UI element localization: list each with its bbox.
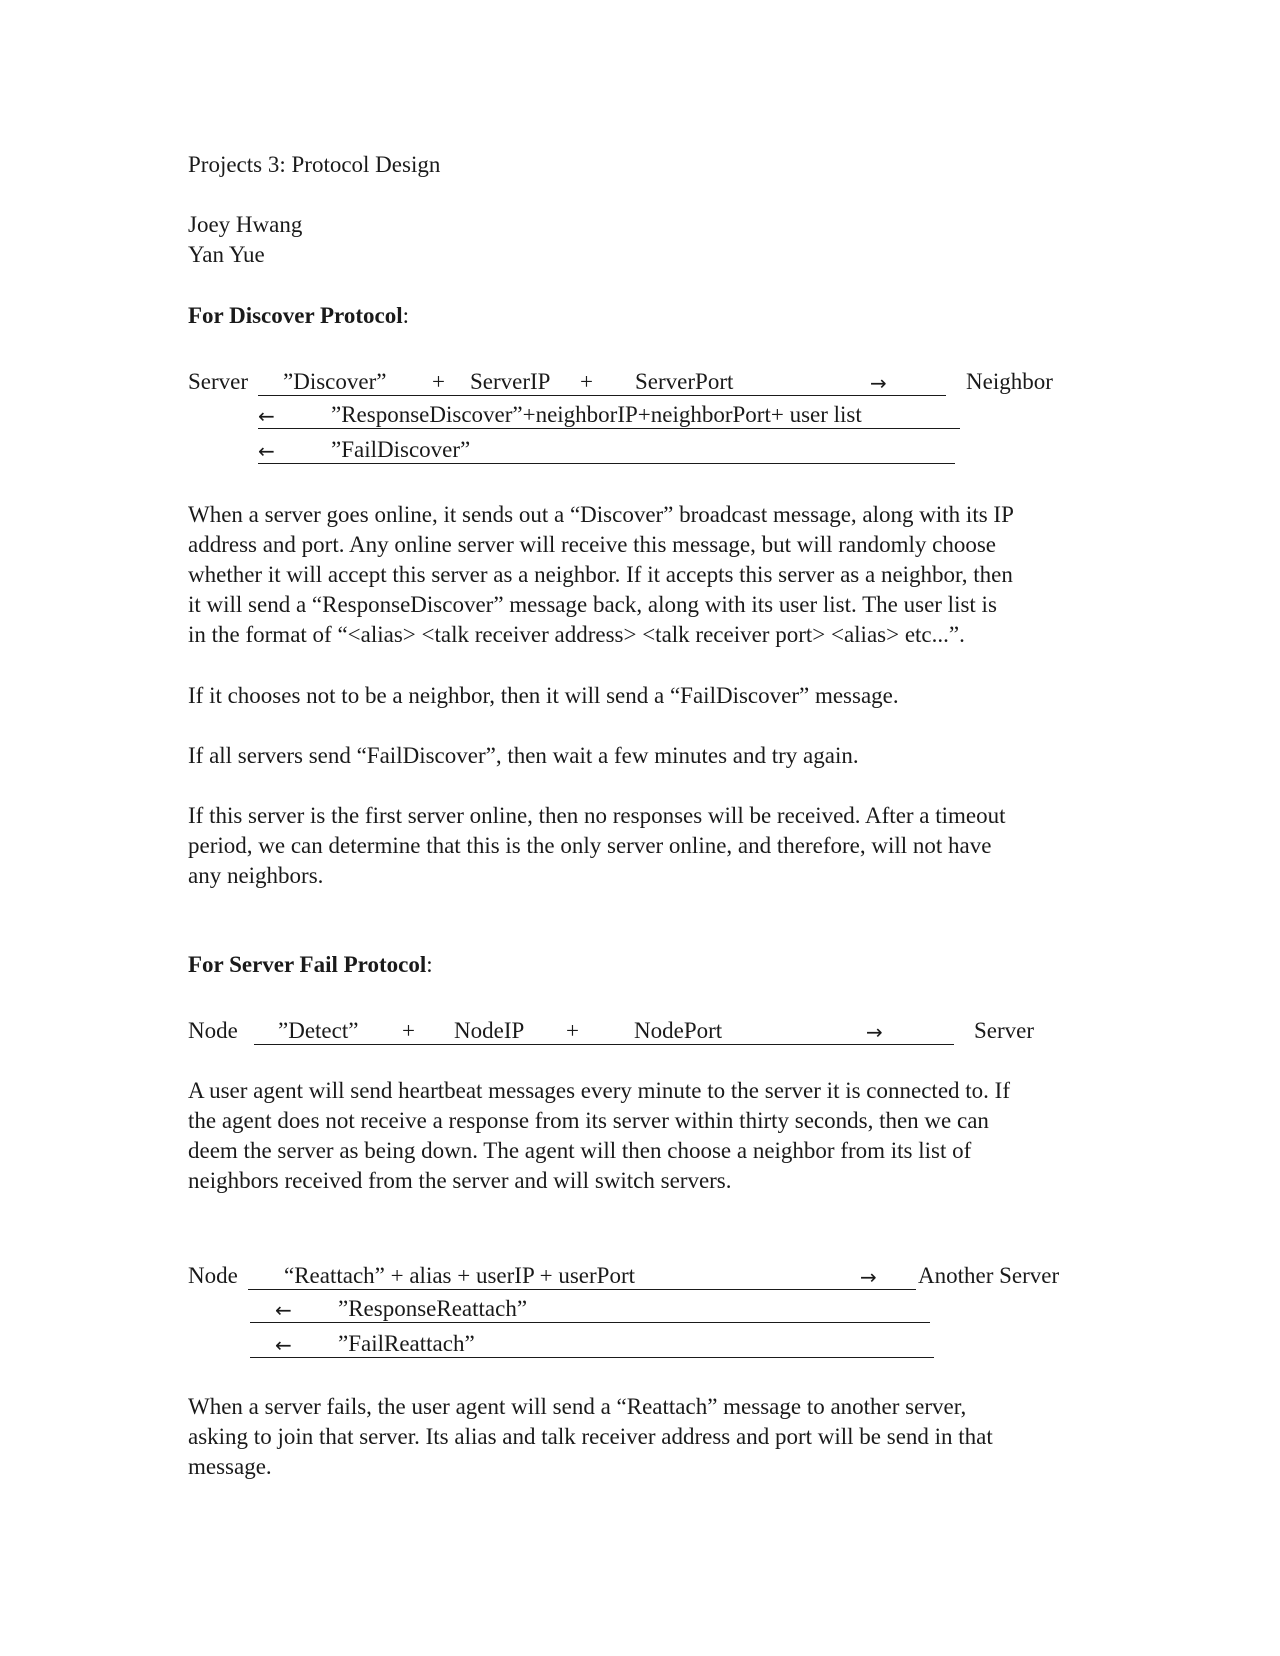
request-part: NodeIP bbox=[454, 1018, 525, 1043]
discover-response-fail-line bbox=[258, 435, 955, 464]
text-line: whether it will accept this server as a neighbor. If it accepts this server as a neighbor, then bbox=[188, 562, 1013, 587]
detect-request-line bbox=[254, 1016, 954, 1045]
author-name: Joey Hwang bbox=[188, 212, 303, 237]
request-part: + bbox=[402, 1018, 415, 1043]
text-line: A user agent will send heartbeat messages every minute to the server it is connected to. If bbox=[188, 1078, 1010, 1103]
diagram-receiver: Another Server bbox=[918, 1263, 1060, 1288]
request-part: ”Detect” bbox=[278, 1018, 359, 1043]
document-title: Projects 3: Protocol Design bbox=[188, 152, 441, 177]
text-line: it will send a “ResponseDiscover” message back, along with its user list. The user list is bbox=[188, 592, 997, 617]
paragraph bbox=[188, 681, 1108, 711]
text-line: message. bbox=[188, 1454, 272, 1479]
paragraph bbox=[188, 801, 1108, 891]
text-line: any neighbors. bbox=[188, 863, 324, 888]
text-line: deem the server as being down. The agent will then choose a neighbor from its list of bbox=[188, 1138, 972, 1163]
response-fail-message: ”FailDiscover” bbox=[331, 437, 471, 462]
section-heading-discover bbox=[188, 301, 409, 331]
text-line: When a server goes online, it sends out a “Discover” broadcast message, along with its IP bbox=[188, 502, 1014, 527]
reattach-request-line bbox=[248, 1261, 916, 1290]
section-heading-text: For Discover Protocol bbox=[188, 303, 403, 328]
reattach-response-fail-line bbox=[250, 1329, 934, 1358]
reattach-response-ok-line bbox=[250, 1294, 930, 1323]
request-part: + bbox=[566, 1018, 579, 1043]
reattach-request-message: “Reattach” + alias + userIP + userPort bbox=[284, 1263, 636, 1288]
diagram-receiver: Server bbox=[974, 1018, 1035, 1043]
text-line: address and port. Any online server will receive this message, but will randomly choose bbox=[188, 532, 996, 557]
diagram-sender: Server bbox=[188, 369, 249, 394]
text-line: in the format of “<alias> <talk receiver address> <talk receiver port> <alias> etc...”. bbox=[188, 622, 965, 647]
diagram-sender: Node bbox=[188, 1018, 238, 1043]
text-line: If this server is the first server online, then no responses will be received. After a timeout bbox=[188, 803, 1006, 828]
response-ok-message: ”ResponseDiscover”+neighborIP+neighborPort+ user list bbox=[331, 402, 862, 427]
text-line: When a server fails, the user agent will send a “Reattach” message to another server, bbox=[188, 1394, 967, 1419]
right-arrow-icon: → bbox=[866, 1020, 883, 1044]
discover-request-line bbox=[258, 367, 946, 396]
left-arrow-icon: ← bbox=[275, 1298, 292, 1322]
right-arrow-icon: → bbox=[860, 1265, 877, 1289]
request-part: ”Discover” bbox=[283, 369, 387, 394]
author-name: Yan Yue bbox=[188, 242, 265, 267]
left-arrow-icon: ← bbox=[275, 1333, 292, 1357]
left-arrow-icon: ← bbox=[258, 404, 275, 428]
response-ok-message: ”ResponseReattach” bbox=[338, 1296, 528, 1321]
paragraph bbox=[188, 741, 1108, 771]
text-line: period, we can determine that this is the only server online, and therefore, will not have bbox=[188, 833, 992, 858]
diagram-receiver: Neighbor bbox=[966, 369, 1053, 394]
paragraph bbox=[188, 1392, 1108, 1482]
heading-colon: : bbox=[426, 952, 433, 977]
request-part: ServerPort bbox=[635, 369, 734, 394]
request-part: NodePort bbox=[634, 1018, 723, 1043]
section-heading-server-fail bbox=[188, 950, 433, 980]
left-arrow-icon: ← bbox=[258, 439, 275, 463]
right-arrow-icon: → bbox=[870, 371, 887, 395]
text-line: the agent does not receive a response from its server within thirty seconds, then we can bbox=[188, 1108, 989, 1133]
request-part: ServerIP bbox=[470, 369, 551, 394]
text-line: If it chooses not to be a neighbor, then it will send a “FailDiscover” message. bbox=[188, 683, 899, 708]
response-fail-message: ”FailReattach” bbox=[338, 1331, 475, 1356]
paragraph bbox=[188, 500, 1108, 650]
diagram-sender: Node bbox=[188, 1263, 238, 1288]
paragraph bbox=[188, 1076, 1108, 1196]
heading-colon: : bbox=[402, 303, 409, 328]
discover-response-ok-line bbox=[258, 400, 960, 429]
request-part: + bbox=[580, 369, 593, 394]
text-line: If all servers send “FailDiscover”, then wait a few minutes and try again. bbox=[188, 743, 859, 768]
section-heading-text: For Server Fail Protocol bbox=[188, 952, 427, 977]
text-line: neighbors received from the server and will switch servers. bbox=[188, 1168, 732, 1193]
text-line: asking to join that server. Its alias and talk receiver address and port will be send in that bbox=[188, 1424, 993, 1449]
request-part: + bbox=[432, 369, 445, 394]
